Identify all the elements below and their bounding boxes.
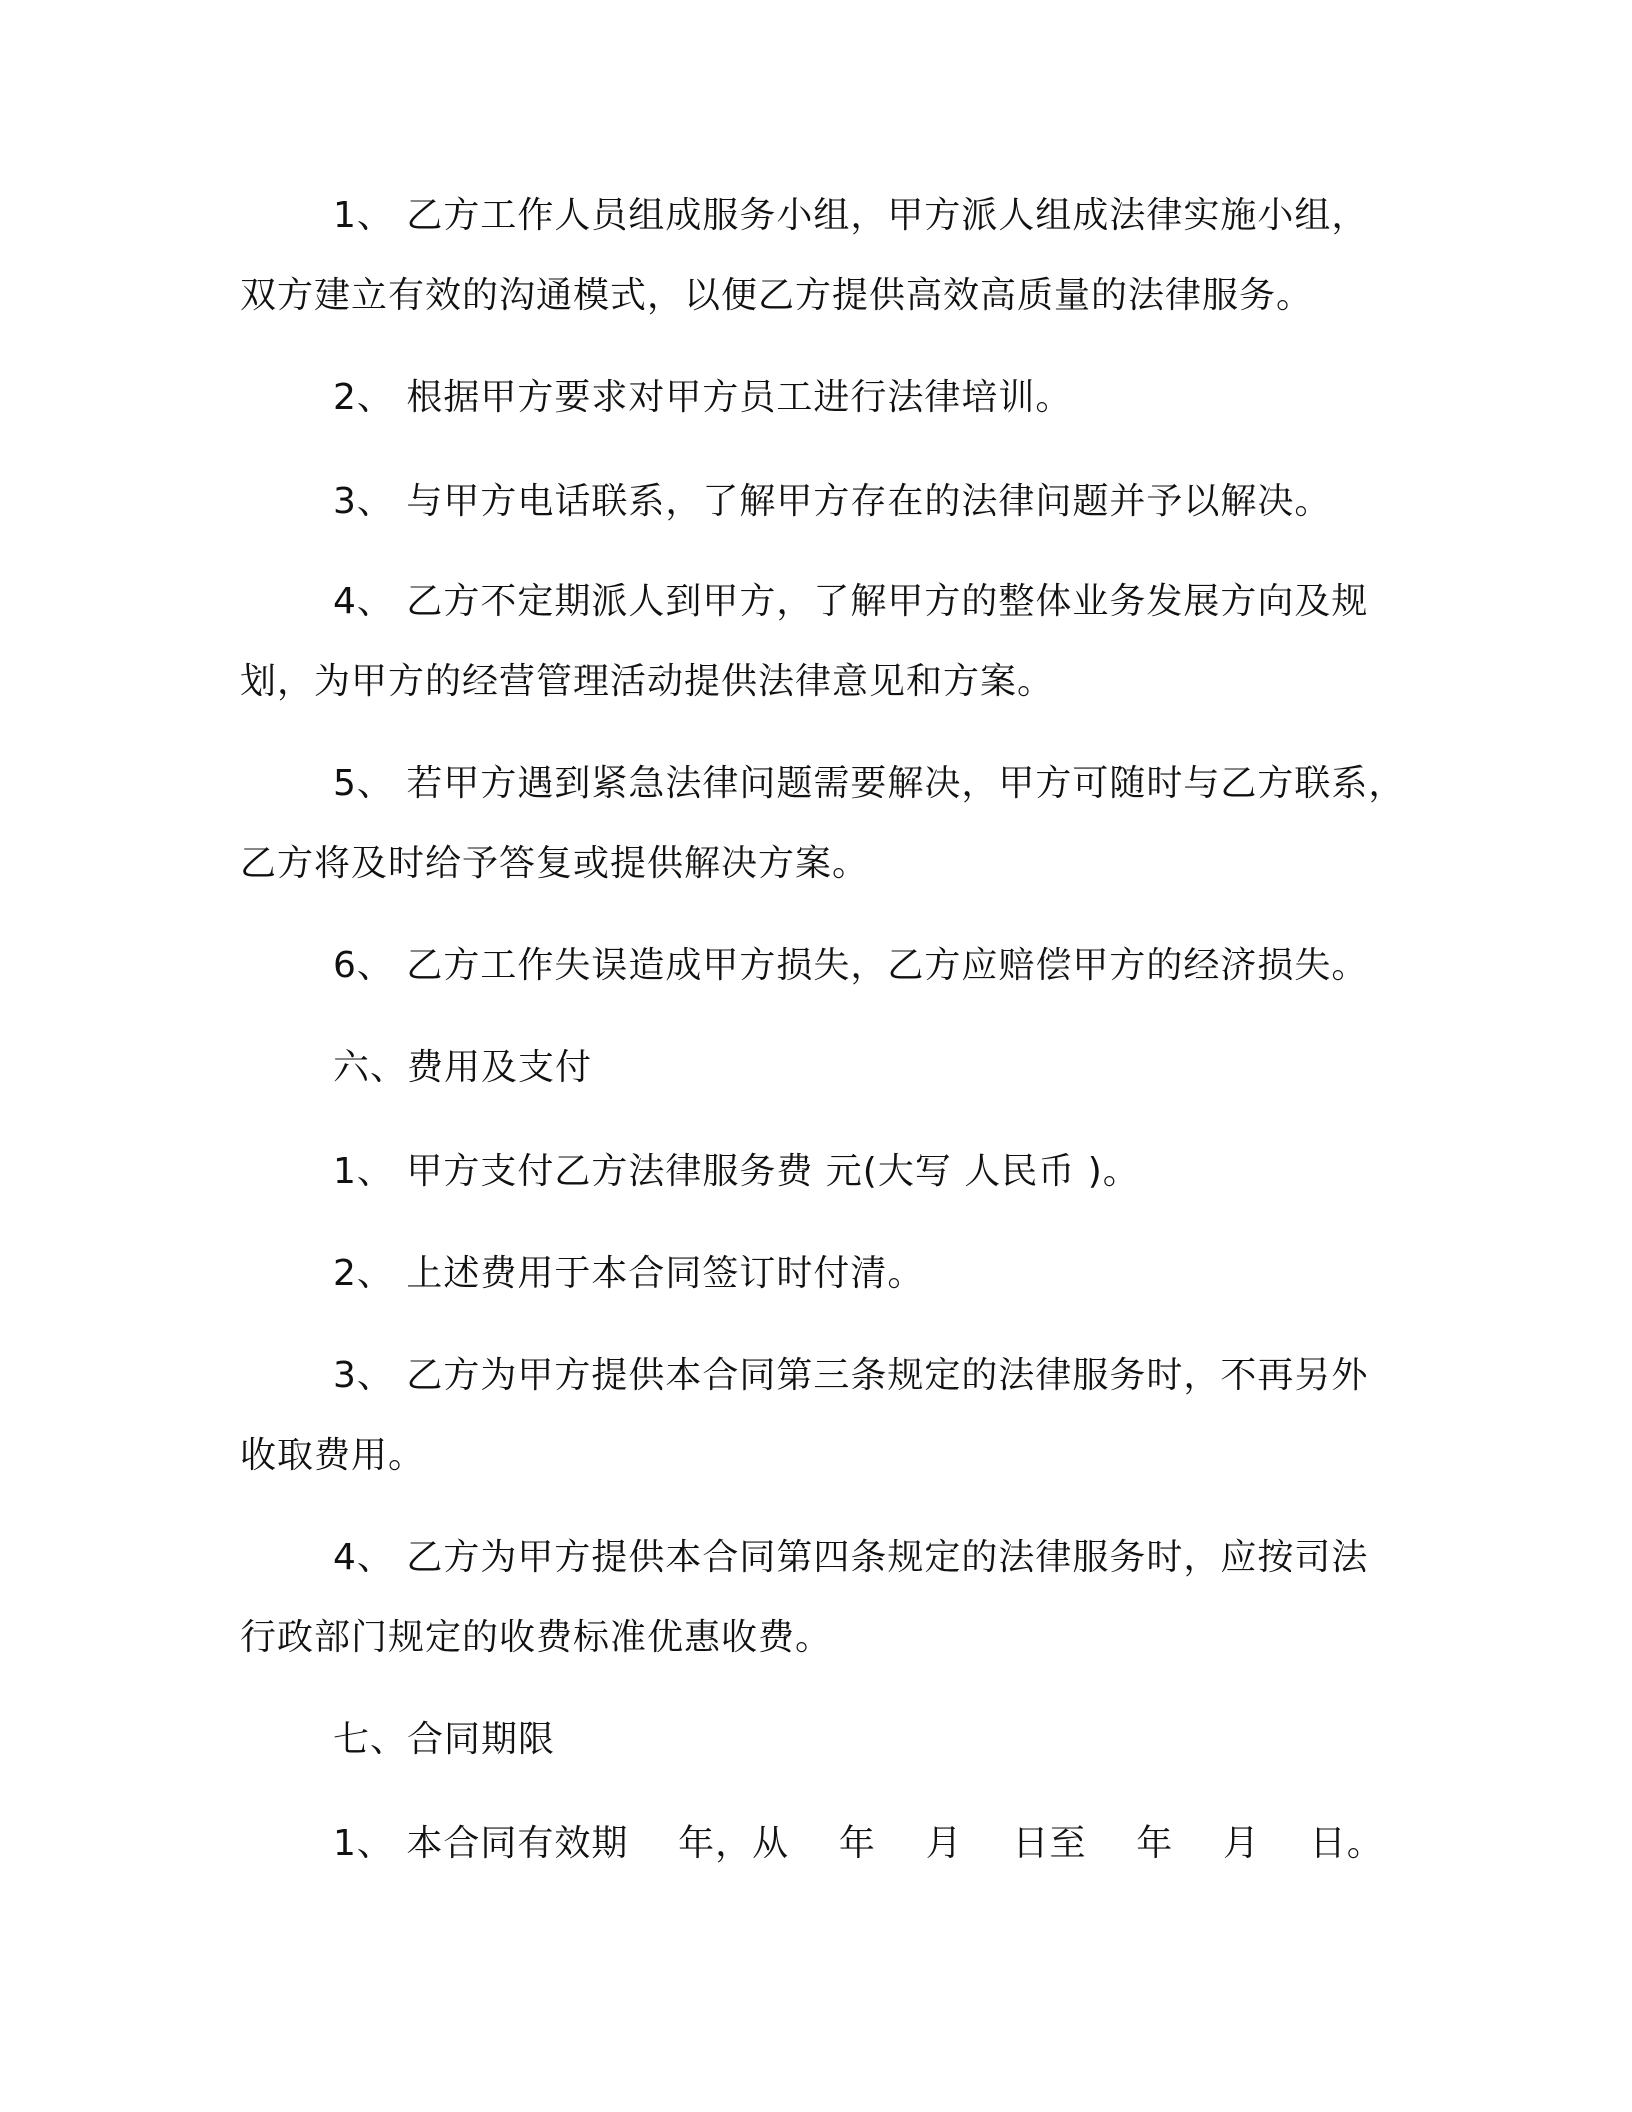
clause-5-line-2: 乙方将及时给予答复或提供解决方案。: [240, 843, 870, 884]
clause-6-line-1: 6、 乙方工作失误造成甲方损失，乙方应赔偿甲方的经济损失。: [333, 945, 1369, 986]
section-heading-term: 七、合同期限: [333, 1719, 556, 1760]
clause-1-line-1: 1、 乙方工作人员组成服务小组，甲方派人组成法律实施小组，: [333, 195, 1369, 236]
clause-2-line-1: 2、 根据甲方要求对甲方员工进行法律培训。: [333, 377, 1073, 418]
term-clause-1-line-1: 1、 本合同有效期 年，从 年 月 日至 年 月 日。: [333, 1823, 1384, 1864]
fee-clause-4-line-2: 行政部门规定的收费标准优惠收费。: [240, 1617, 833, 1658]
section-heading-fees: 六、费用及支付: [333, 1047, 593, 1088]
clause-4-line-1: 4、 乙方不定期派人到甲方，了解甲方的整体业务发展方向及规: [333, 581, 1369, 622]
clause-4-line-2: 划，为甲方的经营管理活动提供法律意见和方案。: [240, 661, 1055, 702]
fee-clause-3-line-2: 收取费用。: [240, 1435, 426, 1476]
clause-3-line-1: 3、 与甲方电话联系，了解甲方存在的法律问题并予以解决。: [333, 481, 1332, 522]
fee-clause-2-line-1: 2、 上述费用于本合同签订时付清。: [333, 1253, 925, 1294]
clause-5-line-1: 5、 若甲方遇到紧急法律问题需要解决，甲方可随时与乙方联系，: [333, 763, 1406, 804]
fee-clause-3-line-1: 3、 乙方为甲方提供本合同第三条规定的法律服务时，不再另外: [333, 1355, 1369, 1396]
clause-1-line-2: 双方建立有效的沟通模式，以便乙方提供高效高质量的法律服务。: [240, 275, 1314, 316]
fee-clause-1-line-1: 1、 甲方支付乙方法律服务费 元(大写 人民币 )。: [333, 1151, 1140, 1192]
fee-clause-4-line-1: 4、 乙方为甲方提供本合同第四条规定的法律服务时，应按司法: [333, 1537, 1369, 1578]
